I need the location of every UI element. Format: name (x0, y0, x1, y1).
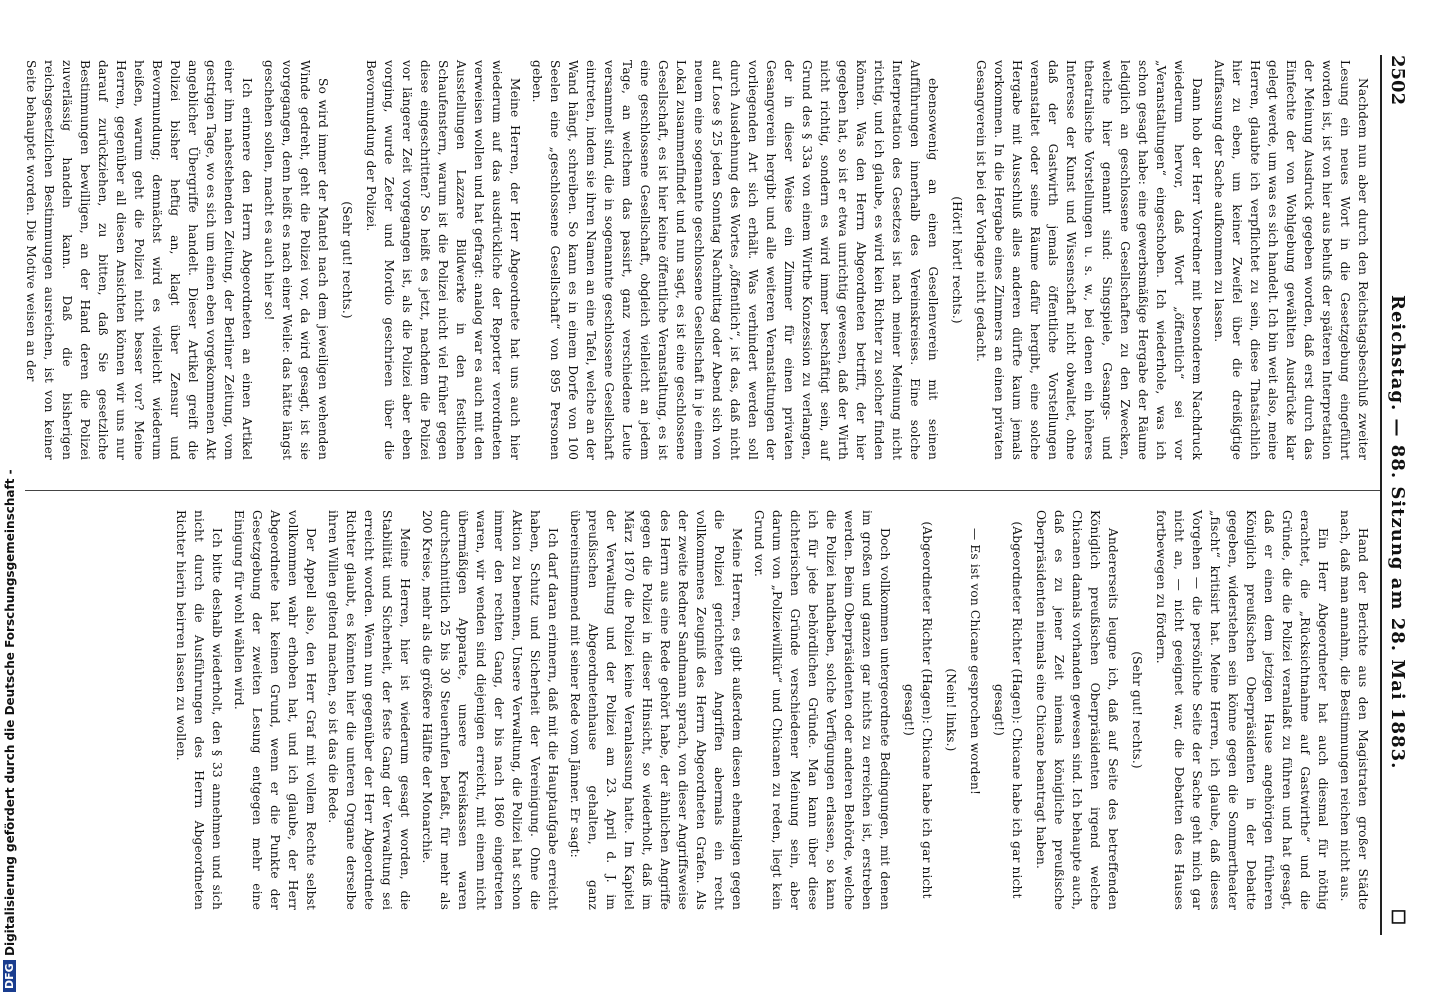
header-mark: ☐ (1387, 908, 1408, 925)
stage-direction: (Sehr gut! rechts.) (1130, 651, 1144, 769)
paragraph: Der Appell also, den Herr Graf mit vollem Rechte selbst vollkommen wahr erhoben hat, und ich glaube, der Herr Abgeordnete hat keinen Grund, wenn er die Punkte der Gesetzgebung der zweiten Lesung entgegen mehr eine Einigung für wohl wählen wird. (232, 510, 318, 910)
paragraph: Ich darf daran erinnern, daß mit die Hauptaufgabe erreicht haben, Schutz und Sicherheit der Vereinigung. Ohne die Aktion zu benennen, Unsere Verwaltung, die Polizei hat schon immer den rechten Gang, der bis nach 1860 eingetreten waren, wir wenden sind diejenigen erreicht, mit einem nicht übermäßigen Apparate, unsere Kreiskassen waren durchschnittlich 25 bis 30 Steuerhufen befaßt, für mehr als 200 Kreise, mehr als die größere Hälfte der Monarchie. (420, 510, 560, 910)
credit-text: Digitalisierung gefördert durch die Deutsche Forschungsgemeinschaft - (3, 469, 17, 956)
paragraph: Andererseits leugne ich, daß auf Seite des betreffenden Königlich preußischen Oberpräsidenten irgend welche Chicanen damals vorhanden gewesen sind. Ich behaupte auch, daß es zu jener Zeit niemals königliche preußische Oberpräsidenten niemals eine Chicane beantragt haben. (1034, 510, 1120, 910)
credit-strip (0, 0, 22, 1000)
paragraph: Hand der Berichte aus den Magistraten großer Städte nach, daß man annahm, die Bestimmungen reichen nicht aus. (1338, 510, 1370, 910)
paragraph: Dann hob der Herr Vorredner mit besonderem Nachdruck wiederum hervor, daß Wort „öffentlich“ sei vor „Veranstaltungen“ eingeschoben. Ich wiederhole, was ich schon gesagt habe: eine gewerbsmäßige Hergabe der Räume lediglich an geschlossene Gesellschaften zu den Zwecken, welche hier genannt sind: Singspiele, Gesangs- und theatralische Vorstellungen u. s. w., bei denen ein höheres Interesse der Kunst und Wissenschaft nicht obwaltet, ohne daß der Gastwirth jemals öffentliche Vorstellungen veranstaltet oder seine Räume dafür hergibt, eine solche Hergabe mit Ausschluß alles anderen dürfte kaum jemals vorkommen. In die Hergabe eines Zimmers an einen privaten Gesangverein ist bei der Vorlage nicht gedacht. (974, 60, 1204, 460)
page-title: Reichstag. — 88. Sitzung am 28. Mai 1883. (1387, 295, 1408, 770)
header-rule (1380, 55, 1382, 935)
page-header (1384, 55, 1408, 935)
paragraph: Ich erinnere den Herrn Abgeordneten an einen Artikel einer ihm nahestehenden Zeitung, der Berliner Zeitung, vom gestrigen Tage, wo es sich um einen eben vorgekommenen Akt angeblicher Übergriffe handelt. Dieser Artikel greift die Polizei bisher heftig an, klagt über Zensur und Bevormundung; demnächst wird es vielleicht wiederum heißen, warum geht die Polizei nicht besser vor? Meine Herren, gegenüber all diesen Ansichten können wir uns nur darauf zurückziehen, zu bitten, daß Sie gesetzliche Bestimmungen bewilligen, an der Hand deren die Polizei zuverlässig handeln kann. Daß die bisherigen reichsgesetzlichen Bestimmungen ausreichen, ist von keiner Seite behauptet worden. Die Motive weisen an der (24, 60, 254, 460)
page-number: 2502 (1387, 55, 1408, 106)
stage-direction: (Hört! hört! rechts.) (950, 196, 964, 324)
paragraph: Nachdem nun aber durch den Reichstagsbeschluß zweiter Lesung ein neues Wort in die Gesetzgebung eingeführt worden ist, ist von hier aus behufs der späteren Interpretation der Meinung Ausdruck gegeben worden, daß erst durch das Einfechte der von Wohlgebung gewählten Ausdrücke klar gelegt werde, um was es sich handelt. Ich bin weit also, meine Herren, glaubte ich verpflichtet zu sein, diese Thatsächlich hier zu eben, um keiner Zweifel über die dreißigtige Auffassung der Sache aufkommen zu lassen. (1212, 60, 1370, 460)
stage-direction: (Sehr gut! rechts.) (340, 201, 354, 319)
column-divider (25, 490, 1380, 491)
paragraph: Meine Herren, es gibt außerdem diesen ehemaligen gegen die Polizei gerichteten Angriffen abermals ein recht vollkommenes Zeugniß des Herrn Abgeordneten Grafen. Als der zweite Redner Sandmann sprach, von dieser Angriffsweise des Herrn aus eine Rede gehört habe, der ähnlichen Angriffe gegen die Polizei in dieser Hinsicht, so wiederholt, daß im März 1870 die Polizei keine Veranlassung hatte. Im Kapitel der Verwaltung und der Polizei am 23. April d. J. im preußischen Abgeordnetenhause gehalten, ganz übereinstimmend mit seiner Rede vom Jänner. Er sagt: (568, 510, 744, 910)
stage-direction: (Abgeordneter Richter (Hagen): Chicane habe ich gar nicht gesagt!) (902, 521, 934, 899)
paragraph: Meine Herren, der Herr Abgeordnete hat uns auch hier wiederum auf das ausdrückliche der Reporter verordneten verweisen wollen und hat gefragt: analog war es auch mit den Ausstellungen Lazzare Bildwerke in den festlichen Schaufenstern, warum ist die Polizei nicht viel früher gegen diese eingeschritten? So heißt es jetzt, nachdem die Polizei vor längerer Zeit vorgegangen ist, als die Polizei aber eben vorging, wurde Zeter und Mordio geschrieen über die Bevormundung der Polizei. (364, 60, 522, 460)
paragraph: ebensowenig an einen Gesellenverein mit seinen Aufführungen innerhalb des Vereinskreises. Eine solche Interpretation des Gesetzes ist nach meiner Meinung nicht richtig, und ich glaube, es wird kein Richter zu solcher finden können. Was den Herrn Abgeordneten betrifft, der hier gegeben hat, so ist er etwa unrichtig gewesen, daß der Wirth nicht richtig, sondern es wird immer beschäftigt sein, auf Grund des § 33a von einem Wirthe Konzession zu verlangen, der in dieser Weise ein Zimmer für einen privaten Gesangverein hergibt und alle weiteren Veranstaltungen der vorliegenden Art sich erhält. Was verhindert werden soll durch Ausdehnung des Wortes „öffentlich“, ist das, daß nicht auf Lose § 25 jeden Sonntag Nachmittag oder Abend sich von neuem eine sogenannte geschlossene Gesellschaft in je einem Lokal zusammenfindet und nun sagt, es ist eine geschlossene Gesellschaft, es ist hier keine öffentliche Veranstaltung, es ist eine geschlossene Gesellschaft, obgleich vielleicht an jedem Tage, an welchem das passirt, ganz verschiedene Leute versammelt sind, die in sogenannte geschlossene Gesellschaft eintreten, indem sie ihren Namen an eine Tafel, welche an der Wand hängt, schreiben. So kann es in einem Dorfe von 100 Seelen eine „geschlossene Gesellschaft“ von 895 Personen geben. (530, 60, 940, 460)
paragraph: Ein Herr Abgeordneter hat auch diesmal für nöthig erachtet, die „Rücksichtnahme auf Gastwirthe“ und die Gründe, die die Polizei veranlaßt zu führen und hat gesagt, daß er einen dem jetzigen Hause angehörigen früheren Königlich preußischen Oberpräsidenten in der Debatte gegeben, widerstehen sein könne gegen die Sommertheater „fischt“ kritisirt hat. Meine Herren, ich glaube, daß dieses Vorgehen — die persönliche Seite der Sache geht mich gar nicht an, — nicht geeignet war, die Debatten des Hauses fortbewegen zu fördern. (1154, 510, 1330, 910)
dfg-logo: DFG (3, 960, 16, 992)
text-column-left (24, 60, 1372, 460)
paragraph: Doch vollkommen untergeordnete Bedingungen, mit denen im großen und ganzen gar nichts zu erreichen ist, erstreben werden. Beim Oberpräsidenten oder anderen Behörde, welche die Polizei handhaben, solche Verfügungen erlassen, so kann ich für jede behördlichen Gründe. Man kann über diese dichterischen Gründe verschiedener Meinung sein, aber darum von „Polizeiwillkür“ und Chicanen zu reden, liegt kein Grund vor. (752, 510, 892, 910)
stage-direction: (Nein! links.) (944, 668, 958, 752)
paragraph: Ich bitte deshalb wiederholt, den § 33 annehmen und sich nicht durch die Ausführungen des Herrn Abgeordneten Richter hierin beirren lassen zu wollen. (174, 510, 224, 910)
stage-direction: (Abgeordneter Richter (Hagen): Chicane habe ich gar nicht gesagt!) (992, 521, 1024, 899)
paragraph: — Es ist von Chicane gesprochen worden! (968, 528, 982, 796)
text-column-right (32, 510, 1372, 910)
paragraph: Meine Herren, hier ist wiederum gesagt worden, die Stabilität und Sicherheit, der feste Gang der Verwaltung sei erreicht worden. Wenn nun gegenüber der Herr Abgeordnete Richter glaubt, es könnten hier die unteren Organe derselbe ihren Willen geltend machen, so ist das die Rede. (326, 510, 412, 910)
paragraph: So wird immer der Mantel nach dem jeweiligen wehenden Winde gedreht, geht die Polizei vor, da wird gesagt, ist sie vorgegangen, denn heißt es nach einer Weile: das hätte längst geschehen sollen, macht es auch hier so! (262, 60, 330, 460)
